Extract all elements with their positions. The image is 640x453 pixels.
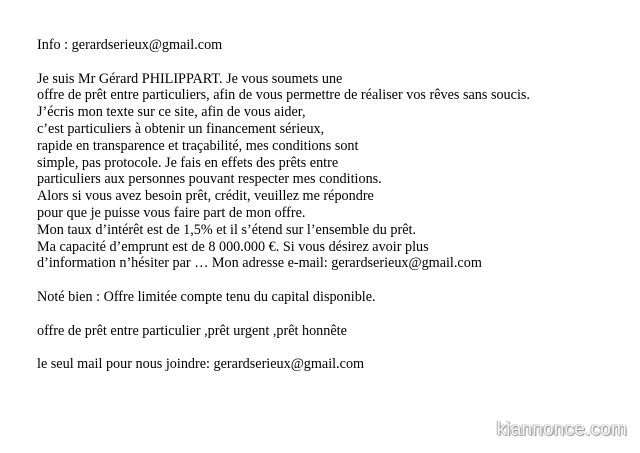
offer-line: offre de prêt entre particulier ,prêt urgent ,prêt honnête (37, 322, 347, 339)
paragraph-line: c’est particuliers à obtenir un financement sérieux, (37, 120, 325, 137)
paragraph-gap (37, 306, 627, 323)
site-watermark: kiannonce.com (496, 419, 627, 440)
paragraph-gap (37, 272, 627, 289)
paragraph-line: Mon taux d’intérêt est de 1,5% et il s’étend sur l’ensemble du prêt. (37, 221, 417, 238)
paragraph-gap (37, 339, 627, 356)
paragraph-line: Ma capacité d’emprunt est de 8 000.000 €. Si vous désirez avoir plus (37, 238, 429, 255)
paragraph-line: Alors si vous avez besoin prêt, crédit, veuillez me répondre (37, 188, 374, 205)
paragraph-line: offre de prêt entre particuliers, afin de vous permettre de réaliser vos rêves sans soucis. (37, 87, 530, 104)
contact-line: le seul mail pour nous joindre: gerardserieux@gmail.com (37, 356, 365, 373)
paragraph-line: Je suis Mr Gérard PHILIPPART. Je vous soumets une (37, 70, 343, 87)
paragraph-line: d’information n’hésiter par … Mon adresse e-mail: gerardserieux@gmail.com (37, 255, 482, 272)
main-paragraph (37, 71, 627, 273)
paragraph-line: rapide en transparence et traçabilité, mes conditions sont (37, 137, 359, 154)
paragraph-line: J’écris mon texte sur ce site, afin de vous aider, (37, 104, 306, 121)
paragraph-line: particuliers aux personnes pouvant respecter mes conditions. (37, 171, 382, 188)
paragraph-gap (37, 54, 627, 71)
info-line: Info : gerardserieux@gmail.com (37, 37, 223, 53)
paragraph-line: pour que je puisse vous faire part de mon offre. (37, 204, 306, 221)
paragraph-line: simple, pas protocole. Je fais en effets des prêts entre (37, 154, 339, 171)
document-text (37, 37, 627, 373)
note-line: Noté bien : Offre limitée compte tenu du capital disponible. (37, 288, 376, 305)
